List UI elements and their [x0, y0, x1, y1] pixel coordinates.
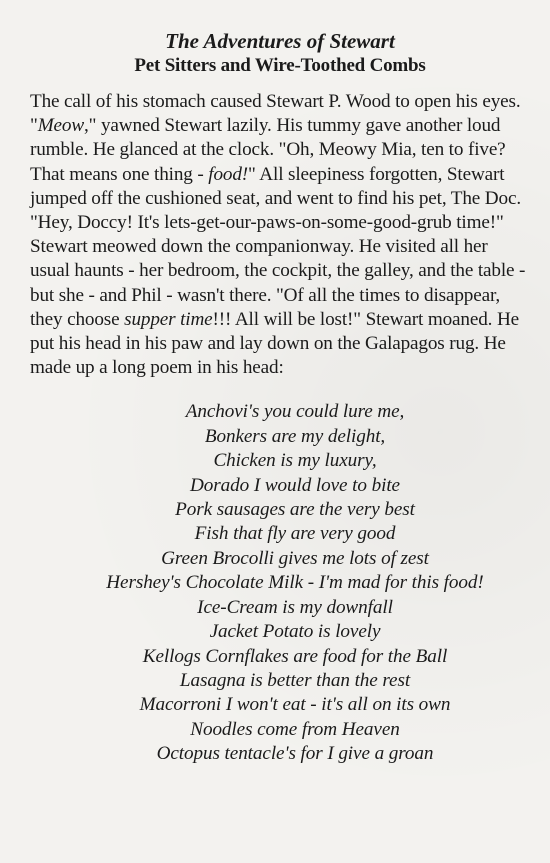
emphasis-supper-time: supper time	[124, 308, 213, 330]
poem-line: Jacket Potato is lovely	[209, 621, 381, 643]
poem-line: Pork sausages are the very best	[175, 499, 415, 521]
paragraph-text: The call of his stomach caused Stewart P. Wood to open his eyes. "	[30, 91, 521, 137]
poem-line: Bonkers are my delight,	[204, 425, 386, 447]
emphasis-food: food!	[208, 163, 249, 185]
paragraph-text: ," yawned Stewart lazily. His tummy gave another loud rumble. He glanced at the clock. "Oh, Meowy Mia, ten to five? That means one thing -	[30, 115, 506, 185]
emphasis-meow: Meow	[37, 115, 84, 137]
poem-line: Hershey's Chocolate Milk - I'm mad for this food!	[106, 572, 484, 594]
story-paragraph	[30, 90, 530, 380]
poem-line: Lasagna is better than the rest	[179, 669, 411, 691]
poem-line: Octopus tentacle's for I give a groan	[156, 743, 434, 765]
poem-line: Anchovi's you could lure me,	[185, 401, 405, 423]
poem	[30, 400, 530, 766]
poem-line: Noodles come from Heaven	[190, 718, 400, 740]
paragraph-text: !!! All will be lost!" Stewart moaned. He put his head in his paw and lay down on the Galapagos rug. He made up a long poem in his head:	[30, 308, 520, 379]
poem-line: Dorado I would love to bite	[190, 474, 400, 496]
poem-line: Macorroni I won't eat - it's all on its own	[139, 694, 451, 716]
poem-line: Kellogs Cornflakes are food for the Ball	[142, 645, 448, 667]
poem-line: Ice-Cream is my downfall	[197, 596, 393, 618]
story-content	[30, 28, 530, 767]
poem-line: Green Brocolli gives me lots of zest	[161, 547, 429, 569]
story-title: The Adventures of Stewart	[165, 29, 395, 53]
poem-line: Chicken is my luxury,	[213, 450, 377, 472]
paragraph-text: " All sleepiness forgotten, Stewart jumped off the cushioned seat, and went to find his pet, The Doc. "Hey, Doccy! It's lets-get-our-paws-on-some-good-grub time!" Stewart meowed down the companionway. He visited all her usual haunts - her bedroom, the cockpit, the galley, and the table - but she - and Phil - wasn't there. "Of all the times to disappear, they choose	[30, 163, 526, 330]
poem-line: Fish that fly are very good	[194, 523, 396, 545]
chapter-title: Pet Sitters and Wire-Toothed Combs	[134, 55, 426, 76]
